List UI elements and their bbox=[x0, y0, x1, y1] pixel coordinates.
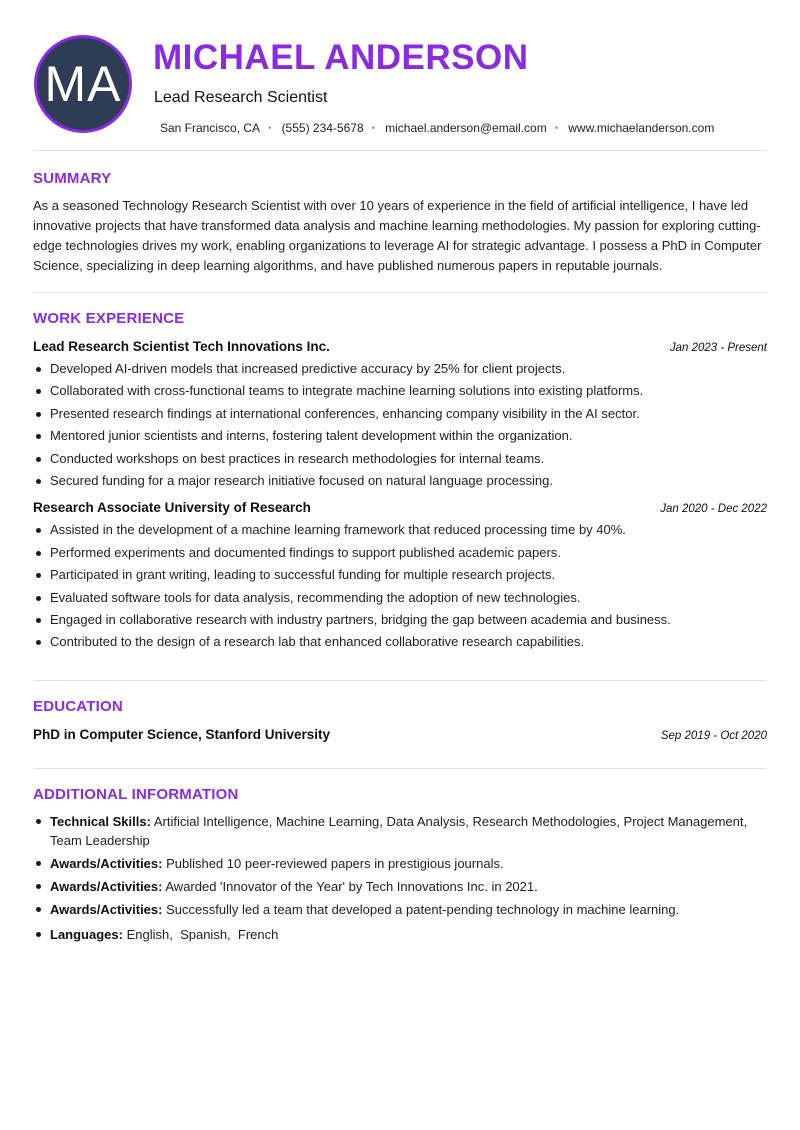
separator-dot: • bbox=[268, 122, 272, 134]
job-title: Lead Research Scientist Tech Innovations Inc. bbox=[33, 339, 330, 354]
info-value: Successfully led a team that developed a patent-pending technology in machine learning. bbox=[166, 901, 680, 917]
job-entry bbox=[33, 500, 767, 653]
summary-text: As a seasoned Technology Research Scientist with over 10 years of experience in the field of artificial intelligence, I have led innovative projects that have transformed data analysis and machine learning methodologies. My passion for exploring cutting-edge technologies drives my work, enabling organizations to leverage AI for strategic advantage. I possess a PhD in Computer Science, specializing in deep learning algorithms, and have published numerous papers in reputable journals. bbox=[33, 198, 762, 273]
list-item: Presented research findings at international conferences, enhancing company visibility in the AI sector. bbox=[33, 403, 767, 425]
summary-section bbox=[33, 151, 767, 293]
separator-dot: • bbox=[371, 122, 376, 134]
job-title: Research Associate University of Research bbox=[33, 500, 311, 516]
section-heading-summary: SUMMARY bbox=[33, 170, 112, 187]
list-item: Conducted workshops on best practices in research methodologies for internal teams. bbox=[33, 448, 767, 470]
section-heading-education: EDUCATION bbox=[33, 697, 123, 715]
info-label: Awards/Activities: bbox=[50, 901, 163, 917]
contact-email[interactable]: michael.anderson@email.com bbox=[385, 121, 547, 135]
education-date: Sep 2019 - Oct 2020 bbox=[660, 729, 767, 742]
education-degree: PhD in Computer Science, Stanford University bbox=[33, 726, 331, 742]
contact-location: San Francisco, CA bbox=[160, 121, 261, 135]
additional-info-list bbox=[33, 812, 767, 944]
info-value: English, Spanish, French bbox=[126, 926, 279, 942]
list-item: Participated in grant writing, leading to successful funding for multiple research projects. bbox=[33, 564, 767, 586]
list-item bbox=[33, 854, 767, 873]
list-item bbox=[33, 877, 767, 896]
contact-phone: (555) 234-5678 bbox=[281, 121, 364, 135]
job-header bbox=[33, 339, 767, 354]
candidate-title: Lead Research Scientist bbox=[154, 89, 328, 106]
info-label: Awards/Activities: bbox=[50, 878, 163, 894]
list-item: Developed AI-driven models that increased predictive accuracy by 25% for client projects. bbox=[33, 358, 767, 380]
work-experience-section bbox=[33, 293, 767, 681]
additional-information-section bbox=[33, 769, 767, 944]
avatar-initials: MA bbox=[44, 56, 122, 112]
candidate-name: MICHAEL ANDERSON bbox=[153, 38, 529, 77]
education-entry bbox=[33, 727, 767, 742]
list-item bbox=[33, 812, 767, 850]
job-bullets bbox=[33, 519, 767, 653]
list-item: Contributed to the design of a research lab that enhanced collaborative research capabilities. bbox=[33, 631, 767, 653]
job-date: Jan 2020 - Dec 2022 bbox=[660, 503, 767, 516]
resume-header bbox=[33, 0, 767, 151]
list-item: Collaborated with cross-functional teams to integrate machine learning solutions into existing platforms. bbox=[33, 380, 767, 402]
job-bullets bbox=[33, 358, 767, 492]
list-item: Secured funding for a major research initiative focused on natural language processing. bbox=[33, 470, 767, 492]
info-value: Awarded 'Innovator of the Year' by Tech Innovations Inc. in 2021. bbox=[165, 878, 538, 894]
list-item: Evaluated software tools for data analysis, recommending the adoption of new technologies. bbox=[33, 587, 767, 609]
info-value: Published 10 peer-reviewed papers in prestigious journals. bbox=[166, 855, 504, 871]
info-label: Technical Skills: bbox=[50, 813, 151, 829]
list-item: Engaged in collaborative research with industry partners, bridging the gap between academia and business. bbox=[33, 609, 767, 631]
job-header bbox=[33, 500, 767, 515]
list-item bbox=[33, 900, 767, 919]
separator-dot: • bbox=[554, 122, 559, 134]
list-item: Assisted in the development of a machine learning framework that reduced processing time by 40%. bbox=[33, 519, 767, 541]
info-value: Artificial Intelligence, Machine Learning, Data Analysis, Research Methodologies, Project Management, Team Leadership bbox=[50, 813, 748, 848]
avatar bbox=[34, 35, 132, 133]
info-label: Awards/Activities: bbox=[50, 855, 163, 871]
list-item: Performed experiments and documented findings to support published academic papers. bbox=[33, 542, 767, 564]
contact-row bbox=[160, 121, 714, 135]
job-entry bbox=[33, 339, 767, 492]
section-heading-work-experience: WORK EXPERIENCE bbox=[33, 310, 185, 327]
info-label: Languages: bbox=[50, 926, 123, 942]
job-date: Jan 2023 - Present bbox=[669, 342, 767, 354]
list-item bbox=[33, 925, 767, 944]
section-heading-additional-information: ADDITIONAL INFORMATION bbox=[33, 785, 239, 803]
contact-website[interactable]: www.michaelanderson.com bbox=[568, 121, 715, 135]
education-section bbox=[33, 681, 767, 769]
list-item: Mentored junior scientists and interns, fostering talent development within the organization. bbox=[33, 425, 767, 447]
